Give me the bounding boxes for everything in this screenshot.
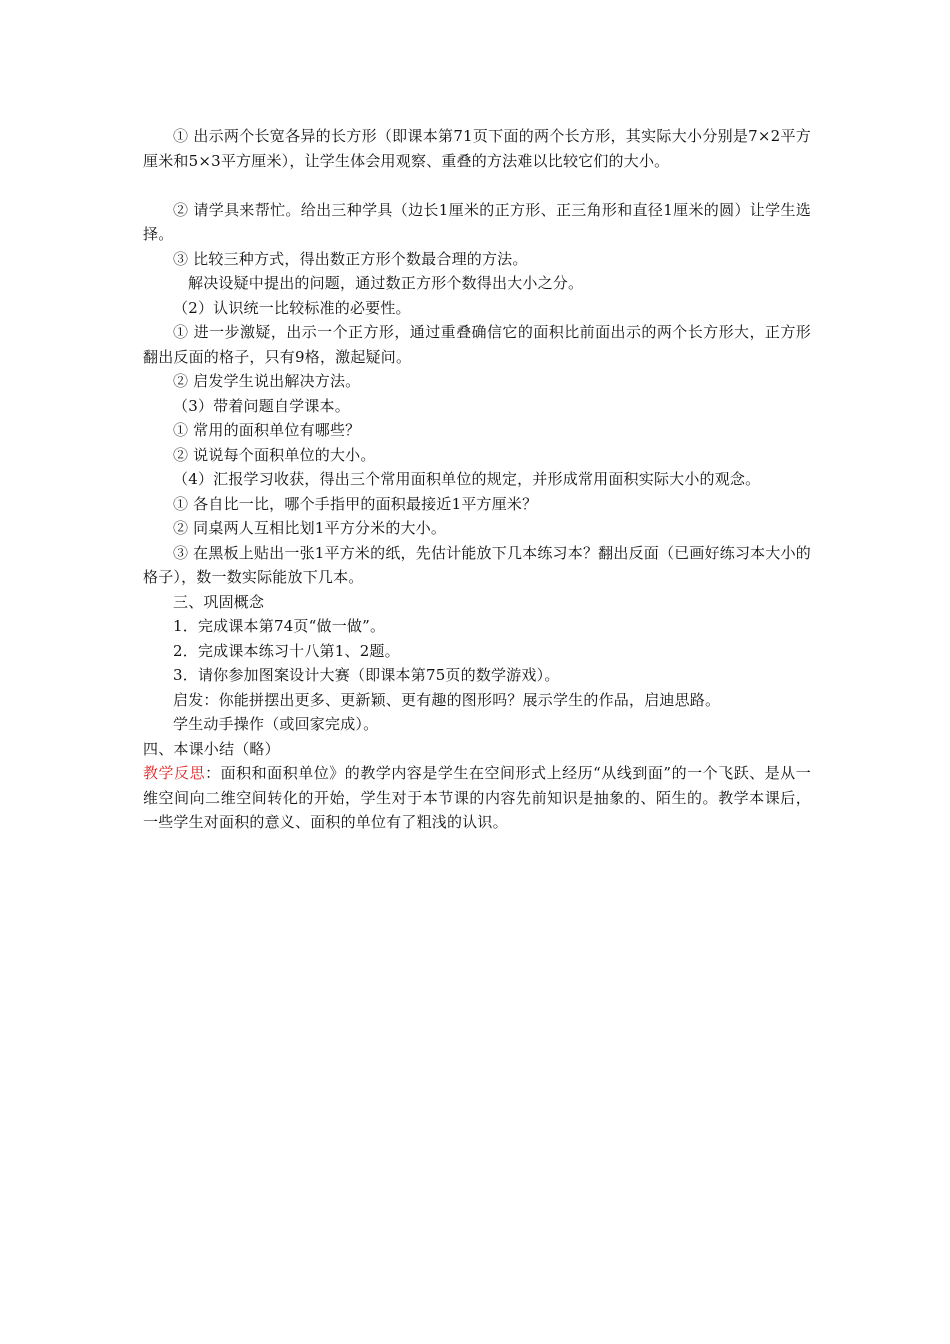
paragraph-step-2-2: ② 启发学生说出解决方法。 — [173, 372, 361, 390]
section-heading-summary: 四、本课小结（略） — [143, 739, 280, 758]
paragraph-step-2: ② 请学具来帮忙。给出三种学具（边长1厘米的正方形、正三角形和直径1厘米的圆）让学生选择。 — [143, 200, 811, 243]
paragraph-resolve: 解决设疑中提出的问题，通过数正方形个数得出大小之分。 — [188, 274, 584, 292]
paragraph-reflection — [143, 761, 811, 835]
reflection-text: ：面积和面积单位》的教学内容是学生在空间形式上经历“从线到面”的一个飞跃、是从一维空间向二维空间转化的开始，学生对于本节课的内容先前知识是抽象的、陌生的。教学本课后，一些学生对面积的意义、面积的单位有了粗浅的认识。 — [143, 764, 811, 831]
paragraph-step-2-1: ① 进一步激疑，出示一个正方形，通过重叠确信它的面积比前面出示的两个长方形大，正方形翻出反面的格子，只有9格，激起疑问。 — [143, 323, 811, 366]
paragraph-heading-3: （3）带着问题自学课本。 — [173, 396, 350, 415]
section-heading-consolidate: 三、巩固概念 — [173, 592, 265, 611]
paragraph-inspire: 启发：你能拼摆出更多、更新颖、更有趣的图形吗？展示学生的作品，启迪思路。 — [173, 690, 721, 709]
paragraph-step-4-3: ③ 在黑板上贴出一张1平方米的纸，先估计能放下几本练习本？翻出反面（已画好练习本大小的格子），数一数实际能放下几本。 — [143, 543, 811, 586]
list-item-2: 2．完成课本练习十八第1、2题。 — [173, 641, 400, 660]
paragraph-step-3-2: ② 说说每个面积单位的大小。 — [173, 445, 376, 464]
paragraph-step-4-1: ① 各自比一比，哪个手指甲的面积最接近1平方厘米？ — [173, 494, 538, 513]
paragraph-gap — [143, 173, 811, 198]
document-body — [143, 124, 811, 835]
paragraph-step-4-2: ② 同桌两人互相比划1平方分米的大小。 — [173, 519, 447, 537]
paragraph-step-3-1: ① 常用的面积单位有哪些？ — [173, 421, 361, 439]
reflection-label: 教学反思 — [143, 764, 206, 782]
list-item-1: 1．完成课本第74页“做一做”。 — [173, 617, 386, 635]
paragraph-hands-on: 学生动手操作（或回家完成）。 — [173, 715, 379, 733]
paragraph-step-3: ③ 比较三种方式，得出数正方形个数最合理的方法。 — [173, 249, 528, 268]
list-item-3: 3．请你参加图案设计大赛（即课本第75页的数学游戏）。 — [173, 666, 560, 684]
paragraph-heading-2: （2）认识统一比较标准的必要性。 — [173, 298, 411, 317]
paragraph-heading-4: （4）汇报学习收获，得出三个常用面积单位的规定，并形成常用面积实际大小的观念。 — [173, 470, 761, 488]
paragraph-step-1: ① 出示两个长宽各异的长方形（即课本第71页下面的两个长方形，其实际大小分别是7×2平方厘米和5×3平方厘米），让学生体会用观察、重叠的方法难以比较它们的大小。 — [143, 127, 811, 170]
